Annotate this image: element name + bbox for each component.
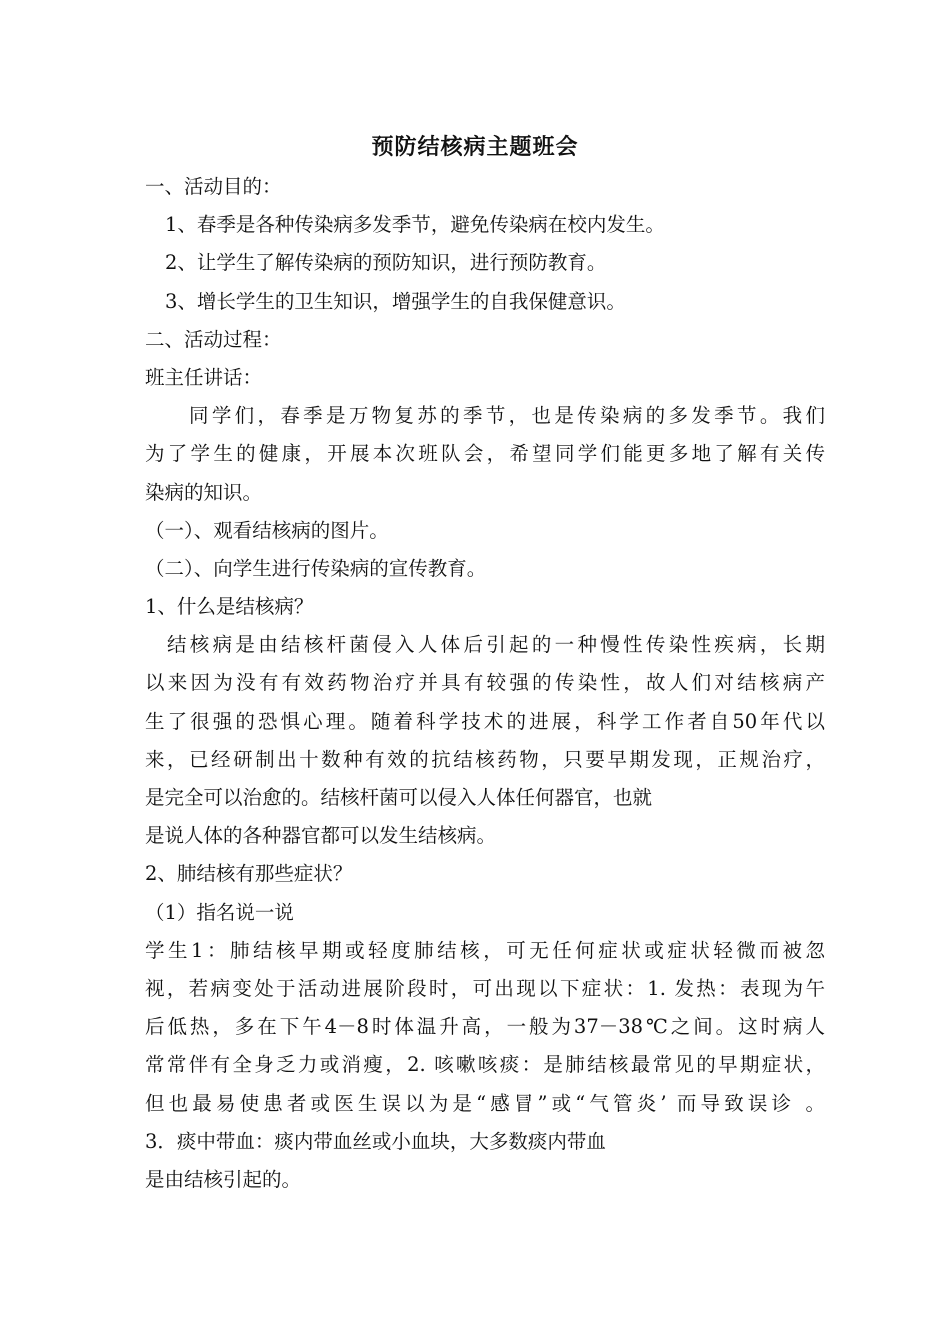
paragraph-line: 常常伴有全身乏力或消瘦，2. 咳嗽咳痰：是肺结核最常见的早期症状， xyxy=(145,1053,825,1077)
purpose-item-2: 2、让学生了解传染病的预防知识，进行预防教育。 xyxy=(165,251,607,275)
question-heading: 2、肺结核有那些症状？ xyxy=(145,862,353,886)
paragraph-line: 是说人体的各种器官都可以发生结核病。 xyxy=(145,824,497,848)
subsection-heading: （一）、观看结核病的图片。 xyxy=(145,518,389,542)
speaker-label: 班主任讲话： xyxy=(145,365,263,389)
paragraph-line: 是完全可以治愈的。结核杆菌可以侵入人体任何器官，也就 xyxy=(145,786,653,809)
paragraph-line: 来，已经研制出十数种有效的抗结核药物，只要早期发现，正规治疗， xyxy=(145,747,825,771)
paragraph-line: 以来因为没有有效药物治疗并具有较强的传染性，故人们对结核病产 xyxy=(145,671,825,695)
paragraph-line: 后低热，多在下午4－8时体温升高，一般为37－38℃之间。这时病人 xyxy=(145,1015,825,1039)
document-title: 预防结核病主题班会 xyxy=(371,134,579,160)
subsection-heading: （二）、向学生进行传染病的宣传教育。 xyxy=(145,556,487,580)
question-heading: 1、什么是结核病？ xyxy=(145,595,314,619)
subsection-heading: （1）指名说一说 xyxy=(145,900,294,924)
section-heading-process: 二、活动过程： xyxy=(145,327,282,351)
paragraph-line: 3．痰中带血：痰内带血丝或小血块，大多数痰内带血 xyxy=(145,1129,606,1153)
paragraph-line: 是由结核引起的。 xyxy=(145,1167,302,1191)
purpose-item-1: 1、春季是各种传染病多发季节，避免传染病在校内发生。 xyxy=(165,213,665,237)
purpose-item-3: 3、增长学生的卫生知识，增强学生的自我保健意识。 xyxy=(165,289,626,313)
paragraph-line: 但也最易使患者或医生误以为是“感冒”或“气管炎’ 而导致误诊 。 xyxy=(145,1091,825,1115)
section-heading-purpose: 一、活动目的： xyxy=(145,175,282,198)
paragraph-line: 染病的知识。 xyxy=(145,480,263,504)
paragraph-line: 视，若病变处于活动进展阶段时，可出现以下症状：1. 发热：表现为午 xyxy=(145,976,825,1000)
paragraph-line: 结核病是由结核杆菌侵入人体后引起的一种慢性传染性疾病，长期 xyxy=(167,633,825,657)
paragraph-line: 为了学生的健康，开展本次班队会，希望同学们能更多地了解有关传 xyxy=(145,442,825,466)
paragraph-line: 学生1：肺结核早期或轻度肺结核，可无任何症状或症状轻微而被忽 xyxy=(145,938,825,962)
paragraph-line: 生了很强的恐惧心理。随着科学技术的进展，科学工作者自50年代以 xyxy=(145,709,825,733)
paragraph-line: 同学们，春季是万物复苏的季节，也是传染病的多发季节。我们 xyxy=(189,404,825,428)
document-body xyxy=(145,168,825,1199)
